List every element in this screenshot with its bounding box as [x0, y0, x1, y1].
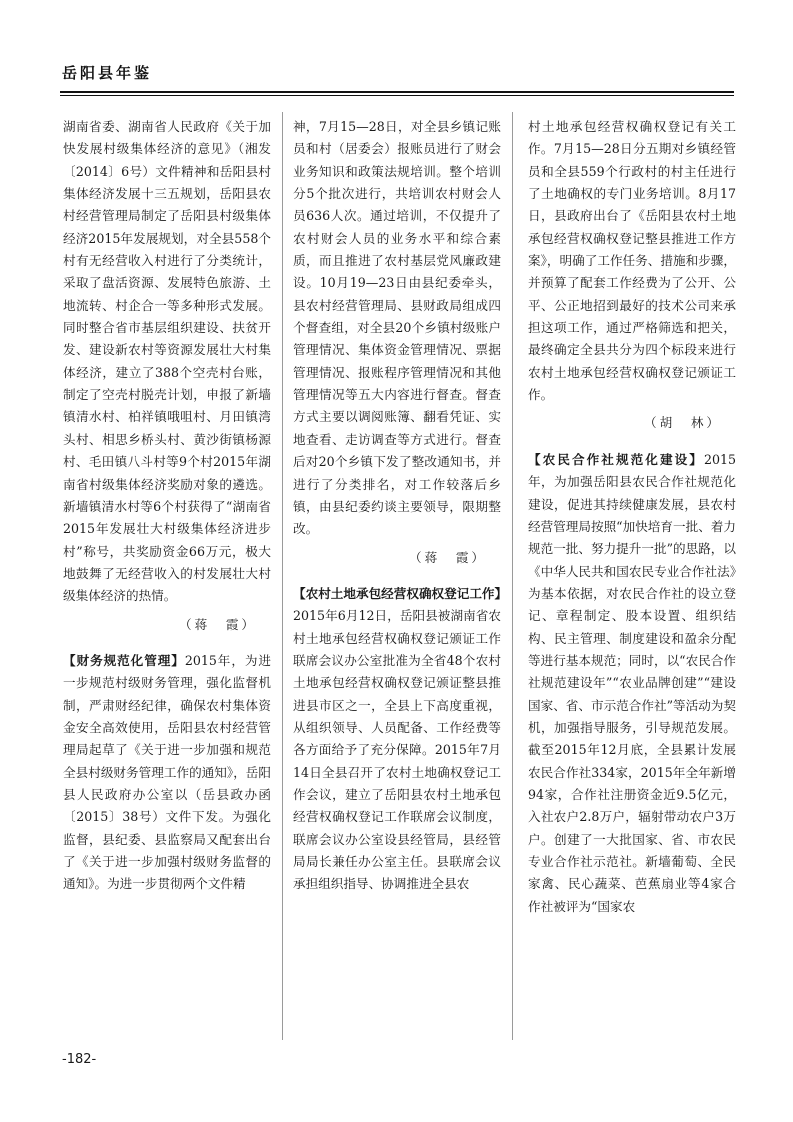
section-heading: 【农村土地承包经营权确权登记工作】: [293, 585, 508, 601]
header-rule-thin: [60, 95, 734, 96]
column-3: [528, 116, 736, 918]
section-body: 2015年，为加强岳阳县农民合作社规范化建设，促进其持续健康发展，县农村经营管理局按照“加快培育一批、着力规范一批、努力提升一批”的思路，以《中华人民共和国农民专业合作社法》为基本依据，对农民合作社的设立登记、章程制定、股本设置、组织结构、民主管理、制度建设和盈余分配等进行基本规范；同时，以“农民合作社规范建设年”“农业品牌创建”“建设国家、省、市示范合作社”等活动为契机，加强指导服务，引导规范发展。截至2015年12月底，全县累计发展农民合作社334家，2015年全年新增94家，合作社注册资金近9.5亿元，入社农户2.8万户，辐射带动农户3万户。创建了一大批国家、省、市农民专业合作社示范社。新墙葡萄、全民家禽、民心蔬菜、芭蕉扇业等4家合作社被评为“国家农: [528, 451, 736, 914]
column-1: [63, 116, 271, 896]
author-credit: （胡 林）: [644, 415, 722, 431]
paragraph-finance-training: 神，7月15—28日，对全县乡镇记账员和村（居委会）报账员进行了财会业务知识和政策法规培训。整个培训分5个批次进行，共培训农村财会人员636人次。通过培训，不仅提升了农村财会人员的业务水平和综合素质，而且推进了农村基层党风廉政建设。10月19—23日由县纪委牵头，县农村经营管理局、县财政局组成四个督查组，对全县20个乡镇村级账户管理情况、集体资金管理情况、票据管理情况、报账程序管理情况和其他管理情况等五大内容进行督查。督查方式主要以调阅账簿、翻看凭证、实地查看、走访调查等方式进行。督查后对20个乡镇下发了整改通知书，并进行了分类排名，对工作较落后乡镇，由县纪委约谈主要领导，限期整改。: [293, 119, 501, 537]
section-body: 2015年6月12日，岳阳县被湖南省农村土地承包经营权确权登记颁证工作联席会议办公室批准为全省48个农村土地承包经营权确权登记颁证整县推进县市区之一，全县上下高度重视，从组织领导、人员配备、工作经费等各方面给予了充分保障。2015年7月14日全县召开了农村土地确权登记工作会议，建立了岳阳县农村土地承包经营权确权登记工作联席会议制度，联席会议办公室设县经管局，县经管局局长兼任办公室主任。县联席会议承担组织指导、协调推进全县农: [293, 608, 501, 892]
section-land-rights: [293, 583, 508, 896]
section-cooperatives: [528, 449, 736, 918]
section-body: 2015年，为进一步规范村级财务管理，强化监督机制，严肃财经纪律，确保农村集体资金安全高效使用，岳阳县农村经营管理局起草了《关于进一步加强和规范全县村级财务管理工作的通知》，岳阳县人民政府办公室以（岳县政办函〔2015〕38号）文件下发。为强化监督，县纪委、县监察局又配套出台了《关于进一步加强村级财务监督的通知》。为进一步贯彻两个文件精: [63, 652, 271, 892]
column-divider-1: [282, 112, 283, 1040]
header-rule-thick: [60, 91, 734, 93]
paragraph-land-rights-cont: 村土地承包经营权确权登记有关工作。7月15—28日分五期对乡镇经管员和全县559个行政村的村主任进行了土地确权的专门业务培训。8月17日，县政府出台了《岳阳县农村土地承包经营权确权登记整县推进工作方案》，明确了工作任务、措施和步骤，并预算了配套工作经费为了公开、公平、公正地招到最好的技术公司来承担这项工作，通过严格筛选和把关，最终确定全县共分为四个标段来进行农村土地承包经营权确权登记颁证工作。: [528, 119, 736, 403]
paragraph-village-economy: 湖南省委、湖南省人民政府《关于加快发展村级集体经济的意见》（湘发〔2014〕6号）文件精神和岳阳县村集体经济发展十三五规划，岳阳县农村经营管理局制定了岳阳县村级集体经济2015年发展规划，对全县558个村有无经营收入村进行了分类统计，采取了盘活资源、发展特色旅游、土地流转、村企合一等多种形式发展。同时整合省市基层组织建设、扶贫开发、建设新农村等资源发展壮大村集体经济，建立了388个空壳村台账，制定了空壳村脱壳计划，申报了新墙镇清水村、柏祥镇哦咀村、月田镇湾头村、相思乡桥头村、黄沙街镇杨源村、毛田镇八斗村等9个村2015年湖南省村级集体经济奖励对象的遴选。新墙镇清水村等6个村获得了“湖南省2015年发展壮大村级集体经济进步村”称号，共奖励资金66万元，极大地鼓舞了无经营收入的村发展壮大村级集体经济的热情。: [63, 119, 271, 604]
column-divider-2: [512, 112, 513, 1040]
author-credit: （蒋 霞）: [409, 549, 487, 565]
column-2: [293, 116, 508, 896]
section-finance-management: [63, 650, 271, 896]
author-credit: （蒋 霞）: [179, 616, 257, 632]
section-heading: 【农民合作社规范化建设】: [528, 451, 704, 467]
section-heading: 【财务规范化管理】: [63, 652, 185, 668]
header-title: 岳阳县年鉴: [62, 64, 153, 82]
page-number: -182-: [62, 1052, 97, 1067]
